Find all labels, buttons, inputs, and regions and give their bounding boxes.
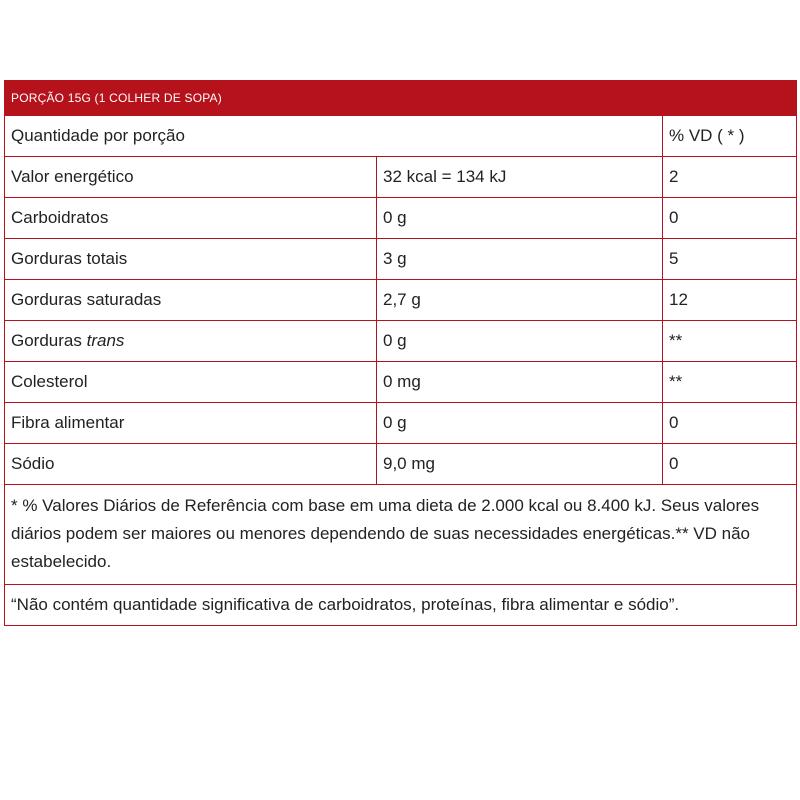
nutrient-daily-value: 2	[663, 157, 797, 198]
nutrient-daily-value: 0	[663, 444, 797, 485]
serving-size-header: PORÇÃO 15G (1 COLHER DE SOPA)	[5, 81, 797, 116]
nutrient-daily-value: 12	[663, 280, 797, 321]
footnote-row	[5, 485, 797, 585]
nutrient-name-text: Gorduras	[11, 331, 82, 350]
nutrition-claim: “Não contém quantidade significativa de carboidratos, proteínas, fibra alimentar e sódio”.	[5, 585, 797, 626]
nutrient-amount: 0 g	[377, 198, 663, 239]
table-row	[5, 444, 797, 485]
daily-value-label: % VD ( * )	[663, 116, 797, 157]
nutrient-daily-value: **	[663, 362, 797, 403]
table-row	[5, 280, 797, 321]
nutrient-daily-value: 5	[663, 239, 797, 280]
nutrient-daily-value: 0	[663, 403, 797, 444]
quantity-per-serving-label: Quantidade por porção	[5, 116, 663, 157]
nutrient-amount: 32 kcal = 134 kJ	[377, 157, 663, 198]
table-row	[5, 239, 797, 280]
table-row	[5, 362, 797, 403]
table-row	[5, 321, 797, 362]
nutrient-name: Fibra alimentar	[5, 403, 377, 444]
nutrient-amount: 0 mg	[377, 362, 663, 403]
subheader-row	[5, 116, 797, 157]
nutrient-name: Gorduras totais	[5, 239, 377, 280]
nutrient-amount: 3 g	[377, 239, 663, 280]
nutrient-amount: 9,0 mg	[377, 444, 663, 485]
nutrient-name: Valor energético	[5, 157, 377, 198]
table-row	[5, 157, 797, 198]
nutrient-name	[5, 321, 377, 362]
nutrient-name: Carboidratos	[5, 198, 377, 239]
nutrient-amount: 2,7 g	[377, 280, 663, 321]
nutrient-daily-value: **	[663, 321, 797, 362]
table-row	[5, 198, 797, 239]
nutrient-name: Gorduras saturadas	[5, 280, 377, 321]
table-row	[5, 403, 797, 444]
nutrient-name: Colesterol	[5, 362, 377, 403]
claim-row	[5, 585, 797, 626]
nutrition-facts-table	[4, 80, 797, 626]
nutrient-amount: 0 g	[377, 321, 663, 362]
serving-header-row	[5, 81, 797, 116]
nutrient-amount: 0 g	[377, 403, 663, 444]
nutrient-name-italic: trans	[86, 331, 125, 350]
nutrient-name: Sódio	[5, 444, 377, 485]
daily-values-footnote: * % Valores Diários de Referência com base em uma dieta de 2.000 kcal ou 8.400 kJ. Seus valores diários podem ser maiores ou menores dependendo de suas necessidades energéticas.** VD não estabelecido.	[5, 485, 797, 585]
nutrient-daily-value: 0	[663, 198, 797, 239]
